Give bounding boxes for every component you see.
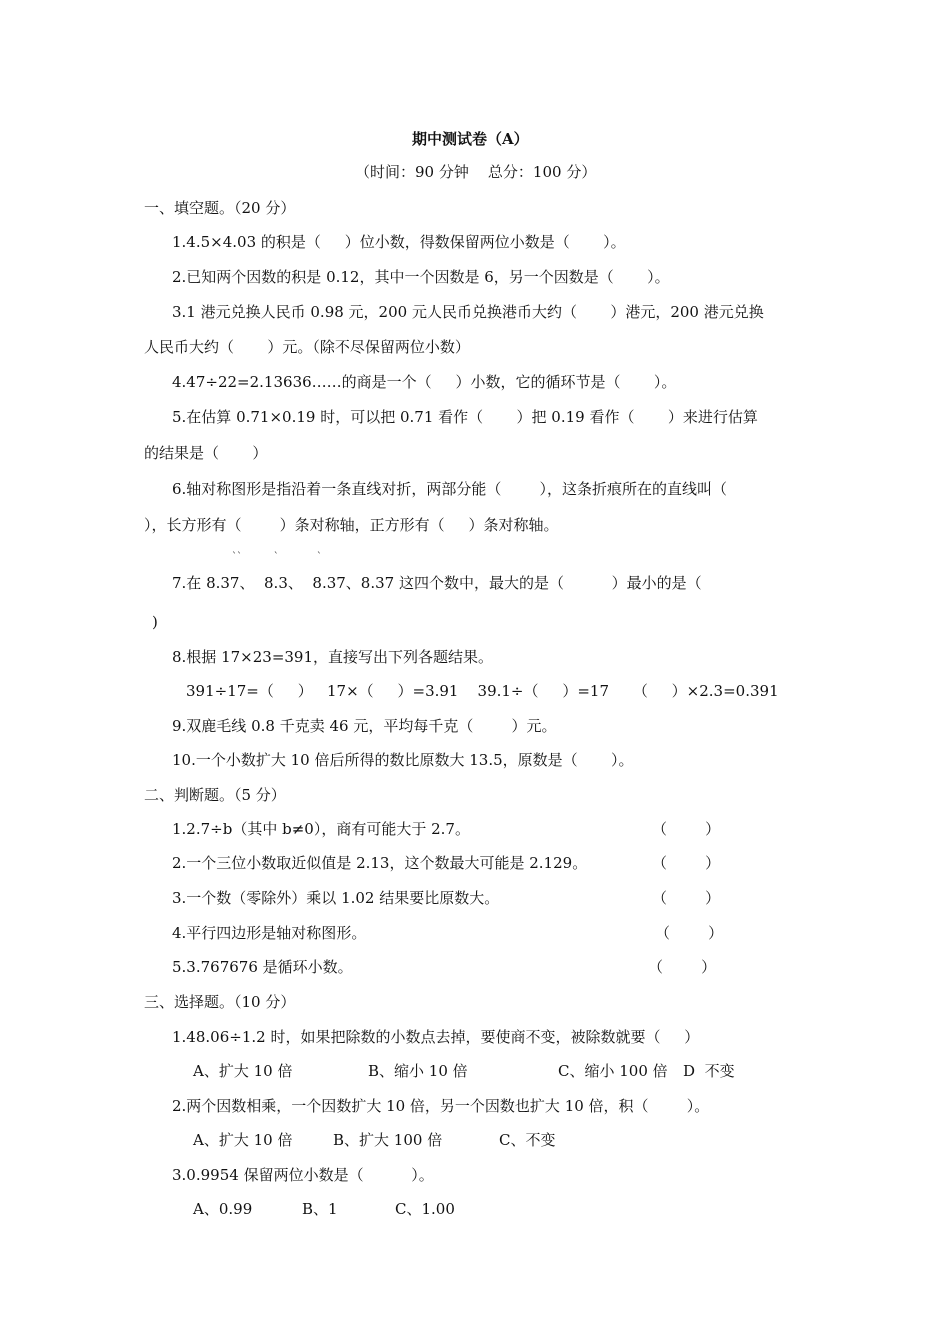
choice-q2-option-c: C、不变 xyxy=(499,1131,556,1149)
q9-line: 9.双鹿毛线 0.8 千克卖 46 元，平均每千克（ ）元。 xyxy=(172,717,557,735)
q3-line: 3.1 港元兑换人民币 0.98 元，200 元人民币兑换港币大约（ ）港元，200 港元兑换 xyxy=(172,303,764,321)
judge-bracket-5: （ ） xyxy=(648,958,717,976)
stray-marks: `` ` ` xyxy=(232,552,322,563)
choice-q2-option-a: A、扩大 10 倍 xyxy=(193,1131,293,1149)
choice-q3-option-a: A、0.99 xyxy=(193,1200,253,1218)
judge-item-4: 4.平行四边形是轴对称图形。 xyxy=(172,924,367,942)
choice-q2-option-b: B、扩大 100 倍 xyxy=(333,1131,443,1149)
judge-bracket-1: （ ） xyxy=(652,820,721,838)
choice-q1: 1.48.06÷1.2 时，如果把除数的小数点去掉，要使商不变，被除数就要（ ） xyxy=(172,1028,700,1046)
choice-q1-option-b: B、缩小 10 倍 xyxy=(368,1062,468,1080)
exam-subtitle: （时间：90 分钟 总分：100 分） xyxy=(355,163,597,181)
judge-bracket-3: （ ） xyxy=(652,889,721,907)
judge-item-1: 1.2.7÷b（其中 b≠0），商有可能大于 2.7。 xyxy=(172,820,470,838)
q6-line: 6.轴对称图形是指沿着一条直线对折，两部分能（ ），这条折痕所在的直线叫（ xyxy=(172,480,727,498)
judge-item-5: 5.3.767676 是循环小数。 xyxy=(172,958,353,976)
choice-q1-option-c: C、缩小 100 倍 xyxy=(558,1062,668,1080)
q8-line: 8.根据 17×23=391，直接写出下列各题结果。 xyxy=(172,648,494,666)
q5-line-cont: 的结果是（ ） xyxy=(144,444,268,462)
judge-bracket-4: （ ） xyxy=(655,924,724,942)
choice-q3: 3.0.9954 保留两位小数是（ ）。 xyxy=(172,1166,434,1184)
judge-bracket-2: （ ） xyxy=(652,854,721,872)
q1-line: 1.4.5×4.03 的积是（ ）位小数，得数保留两位小数是（ ）。 xyxy=(172,233,626,251)
q7-line-cont: ) xyxy=(152,613,158,631)
q7-line: 7.在 8.37、 8.3、 8.37、8.37 这四个数中，最大的是（ ）最小的是（ xyxy=(172,574,702,592)
section2-heading: 二、判断题。（5 分） xyxy=(144,786,286,804)
judge-item-2: 2.一个三位小数取近似值是 2.13，这个数最大可能是 2.129。 xyxy=(172,854,588,872)
q3-line-cont: 人民币大约（ ）元。（除不尽保留两位小数） xyxy=(144,338,470,356)
q6-line-cont: ），长方形有（ ）条对称轴，正方形有（ ）条对称轴。 xyxy=(144,516,559,534)
q10-line: 10.一个小数扩大 10 倍后所得的数比原数大 13.5，原数是（ ）。 xyxy=(172,751,634,769)
judge-item-3: 3.一个数（零除外）乘以 1.02 结果要比原数大。 xyxy=(172,889,500,907)
exam-title: 期中测试卷（A） xyxy=(412,130,529,148)
q4-line: 4.47÷22=2.13636……的商是一个（ ）小数，它的循环节是（ ）。 xyxy=(172,373,677,391)
choice-q1-option-d: D 不变 xyxy=(683,1062,735,1080)
choice-q2: 2.两个因数相乘，一个因数扩大 10 倍，另一个因数也扩大 10 倍，积（ ）。 xyxy=(172,1097,710,1115)
section1-heading: 一、填空题。（20 分） xyxy=(144,199,296,217)
q5-line: 5.在估算 0.71×0.19 时，可以把 0.71 看作（ ）把 0.19 看作（ ）来进行估算 xyxy=(172,408,758,426)
choice-q1-option-a: A、扩大 10 倍 xyxy=(193,1062,293,1080)
choice-q3-option-b: B、1 xyxy=(302,1200,338,1218)
q2-line: 2.已知两个因数的积是 0.12，其中一个因数是 6，另一个因数是（ ）。 xyxy=(172,268,670,286)
section3-heading: 三、选择题。（10 分） xyxy=(144,993,296,1011)
choice-q3-option-c: C、1.00 xyxy=(395,1200,455,1218)
q8-calcs: 391÷17=（ ） 17×（ ）=3.91 39.1÷（ ）=17 （ ）×2.3=0.391 xyxy=(186,682,779,700)
